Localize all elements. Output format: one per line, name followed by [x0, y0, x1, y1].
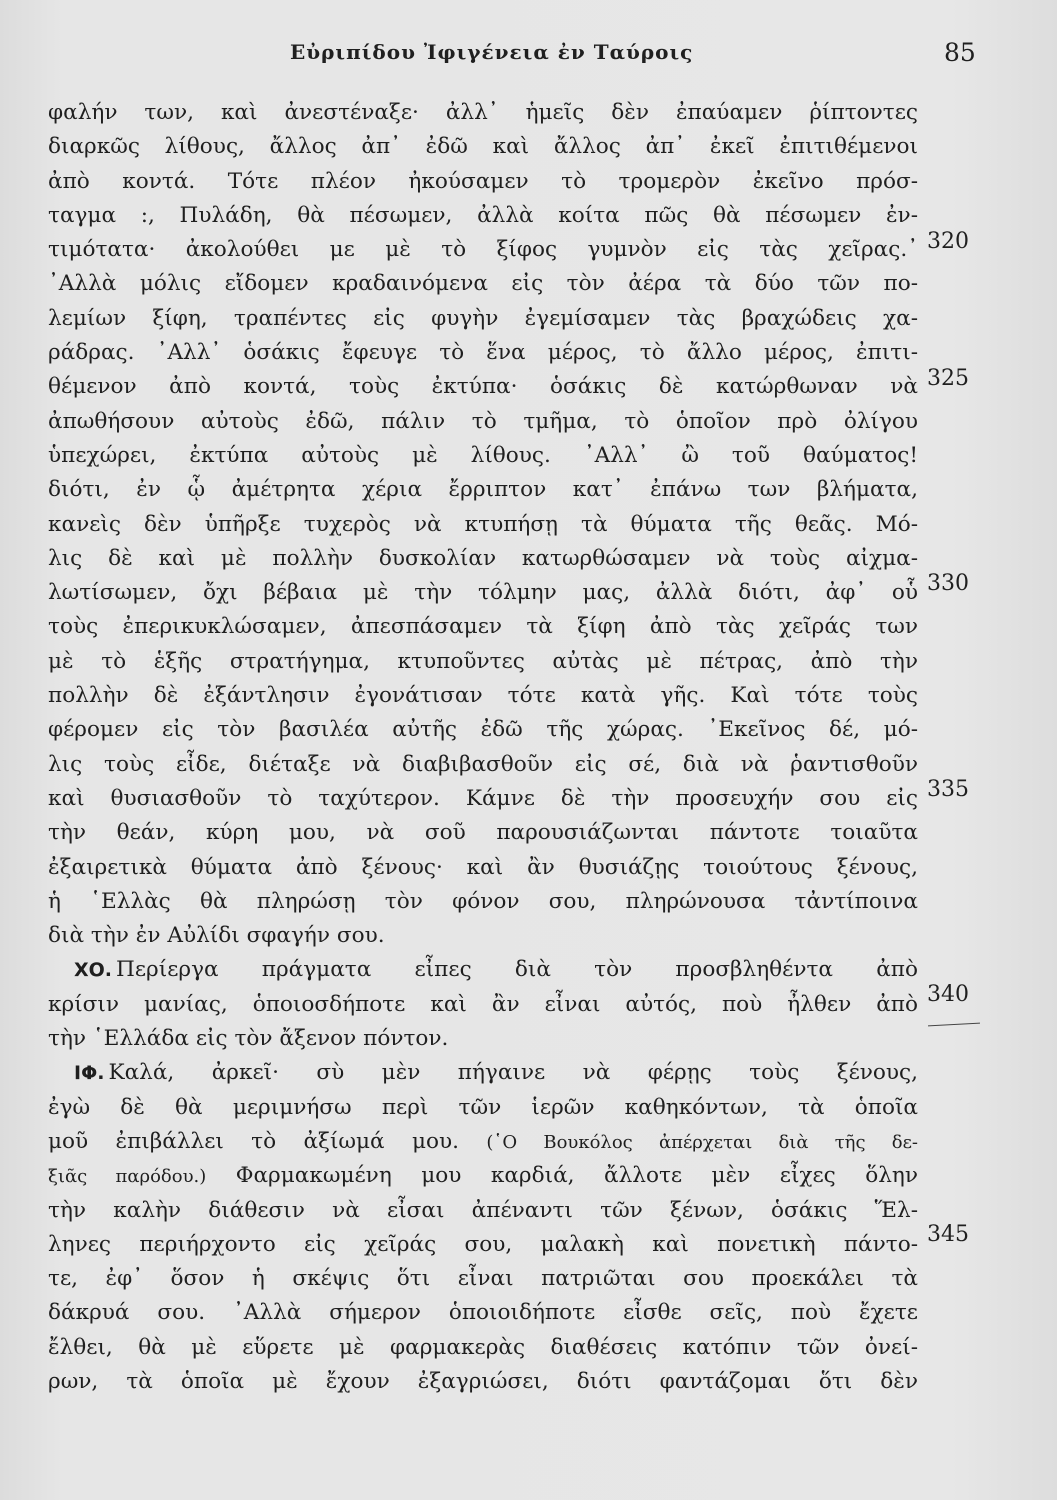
text-line: ἀπὸ κοντά. Τότε πλέον ἠκούσαμεν τὸ τρομερὸν ἐκεῖνο πρόσ- — [48, 168, 918, 194]
text-line: διαρκῶς λίθους, ἄλλος ἀπ᾽ ἐδῶ καὶ ἄλλος ἀπ᾽ ἐκεῖ ἐπιτιθέμενοι — [48, 134, 918, 160]
text-line: ἀπωθήσουν αὐτοὺς ἐδῶ, πάλιν τὸ τμῆμα, τὸ ὁποῖον πρὸ ὀλίγου — [48, 408, 918, 434]
iphigenia-line-text: Φαρμακωμένη μου καρδιά, ἄλλοτε μὲν εἶχες ὅλην — [235, 1163, 918, 1189]
stage-direction: (῾Ο Βουκόλος ἀπέρχεται διὰ τῆς δε- — [486, 1131, 918, 1153]
text-line: λεμίων ξίφη, τραπέντες εἰς φυγὴν ἐγεμίσαμεν τὰς βραχώδεις χα- — [48, 305, 918, 331]
text-line: λις δὲ καὶ μὲ πολλὴν δυσκολίαν κατωρθώσαμεν νὰ τοὺς αἰχμα- — [48, 545, 918, 571]
verse-line-number: 320 — [927, 229, 969, 254]
text-line: τιμότατα· ἀκολούθει με μὲ τὸ ξίφος γυμνὸν εἰς τὰς χεῖρας.᾿ — [48, 237, 918, 263]
speaker-label-iphigenia: ΙΦ. — [74, 1062, 105, 1085]
text-line: φαλήν των, καὶ ἀνεστέναξε· ἀλλ᾽ ἡμεῖς δὲν ἐπαύαμεν ῥίπτοντες — [48, 100, 918, 125]
text-line: πολλὴν δὲ ἐξάντλησιν ἐγονάτισαν τότε κατὰ γῆς. Καὶ τότε τοὺς — [48, 683, 918, 709]
iphigenia-line-text: μοῦ ἐπιβάλλει τὸ ἀξίωμά μου. — [48, 1128, 460, 1154]
text-line: ᾿Αλλὰ μόλις εἴδομεν κραδαινόμενα εἰς τὸν ἀέρα τὰ δύο τῶν πο- — [48, 271, 918, 297]
text-line: ταγμα :, Πυλάδη, θὰ πέσωμεν, ἀλλὰ κοίτα πῶς θὰ πέσωμεν ἐν- — [48, 202, 918, 228]
chorus-speech-line: τὴν ῾Ελλάδα εἰς τὸν ἄξενον πόντον. — [48, 1026, 449, 1052]
iphigenia-line-text: Καλά, ἀρκεῖ· σὺ μὲν πήγαινε νὰ φέρῃς τοὺς ξένους, — [108, 1060, 918, 1086]
text-line: ὑπεχώρει, ἐκτύπα αὐτοὺς μὲ λίθους. ᾿Αλλ᾽ ὢ τοῦ θαύματος! — [48, 442, 918, 468]
text-line: ἡ ῾Ελλὰς θὰ πληρώσῃ τὸν φόνον σου, πληρώνουσα τἀντίποινα — [48, 888, 918, 914]
text-line: τοὺς ἐπερικυκλώσαμεν, ἀπεσπάσαμεν τὰ ξίφη ἀπὸ τὰς χεῖράς των — [48, 614, 918, 640]
text-line: κανεὶς δὲν ὑπῆρξε τυχερὸς νὰ κτυπήσῃ τὰ θύματα τῆς θεᾶς. Μό- — [48, 511, 918, 537]
text-line: ἐξαιρετικὰ θύματα ἀπὸ ξένους· καὶ ἂν θυσιάζῃς τοιούτους ξένους, — [48, 854, 918, 880]
text-line: λωτίσωμεν, ὄχι βέβαια μὲ τὴν τόλμην μας, ἀλλὰ διότι, ἀφ᾽ οὗ — [48, 580, 918, 606]
iphigenia-speech-line — [48, 1056, 918, 1090]
text-line: διότι, ἐν ᾧ ἀμέτρητα χέρια ἔρριπτον κατ᾽ ἐπάνω των βλήματα, — [48, 477, 918, 503]
iphigenia-speech-line: ἔλθει, θὰ μὲ εὕρετε μὲ φαρμακερὰς διαθέσεις κατόπιν τῶν ὀνεί- — [48, 1334, 918, 1360]
running-title: Εὐριπίδου Ἰφιγένεια ἐν Ταύροις — [290, 40, 694, 64]
page-number: 85 — [944, 38, 976, 67]
verse-line-number: 345 — [927, 1222, 969, 1247]
iphigenia-speech-line: τε, ἐφ᾽ ὅσον ἡ σκέψις ὅτι εἶναι πατριῶται σου προεκάλει τὰ — [48, 1266, 918, 1292]
iphigenia-speech-line: ἐγὼ δὲ θὰ μεριμνήσω περὶ τῶν ἱερῶν καθηκόντων, τὰ ὁποῖα — [48, 1094, 918, 1120]
text-line: φέρομεν εἰς τὸν βασιλέα αὐτῆς ἐδῶ τῆς χώρας. ᾿Εκεῖνος δέ, μό- — [48, 717, 918, 743]
text-line: λις τοὺς εἶδε, διέταξε νὰ διαβιβασθοῦν εἰς σέ, διὰ νὰ ῥαντισθοῦν — [48, 751, 918, 777]
text-line: διὰ τὴν ἐν Αὐλίδι σφαγήν σου. — [48, 923, 385, 949]
chorus-speech-line — [48, 953, 918, 987]
margin-rule — [928, 1023, 980, 1027]
iphigenia-speech-line: ρων, τὰ ὁποῖα μὲ ἔχουν ἐξαγριώσει, διότι φαντάζομαι ὅτι δὲν — [48, 1368, 918, 1394]
iphigenia-speech-line: δάκρυά σου. ᾿Αλλὰ σήμερον ὁποιοιδήποτε εἶσθε σεῖς, ποὺ ἔχετε — [48, 1300, 918, 1326]
chorus-line-text: Περίεργα πράγματα εἶπες διὰ τὸν προσβληθέντα ἀπὸ — [116, 957, 918, 983]
main-text — [48, 96, 918, 1399]
running-head — [0, 36, 1057, 70]
iphigenia-speech-line — [48, 1159, 918, 1193]
verse-line-number: 340 — [927, 982, 969, 1007]
stage-direction: ξιᾶς παρόδου.) — [48, 1166, 207, 1188]
iphigenia-speech-line — [48, 1125, 918, 1159]
text-line: τὴν θεάν, κύρη μου, νὰ σοῦ παρουσιάζωνται πάντοτε τοιαῦτα — [48, 820, 918, 846]
text-line: καὶ θυσιασθοῦν τὸ ταχύτερον. Κάμνε δὲ τὴν προσευχήν σου εἰς — [48, 785, 918, 811]
verse-line-number: 330 — [927, 571, 969, 596]
verse-line-number: 325 — [927, 366, 969, 391]
text-line: ράδρας. ᾿Αλλ᾽ ὁσάκις ἔφευγε τὸ ἕνα μέρος, τὸ ἄλλο μέρος, ἐπιτι- — [48, 340, 918, 366]
text-line: θέμενον ἀπὸ κοντά, τοὺς ἐκτύπα· ὁσάκις δὲ κατώρθωναν νὰ — [48, 374, 918, 400]
verse-line-number: 335 — [927, 777, 969, 802]
text-line: μὲ τὸ ἑξῆς στρατήγημα, κτυποῦντες αὐτὰς μὲ πέτρας, ἀπὸ τὴν — [48, 648, 918, 674]
chorus-speech-line: κρίσιν μανίας, ὁποιοσδήποτε καὶ ἂν εἶναι αὐτός, ποὺ ἦλθεν ἀπὸ — [48, 991, 918, 1017]
iphigenia-speech-line: τὴν καλὴν διάθεσιν νὰ εἶσαι ἀπέναντι τῶν ξένων, ὁσάκις Ἕλ- — [48, 1197, 918, 1223]
speaker-label-chorus: ΧΟ. — [74, 959, 113, 982]
iphigenia-speech-line: ληνες περιήρχοντο εἰς χεῖράς σου, μαλακὴ καὶ πονετικὴ πάντο- — [48, 1231, 918, 1257]
